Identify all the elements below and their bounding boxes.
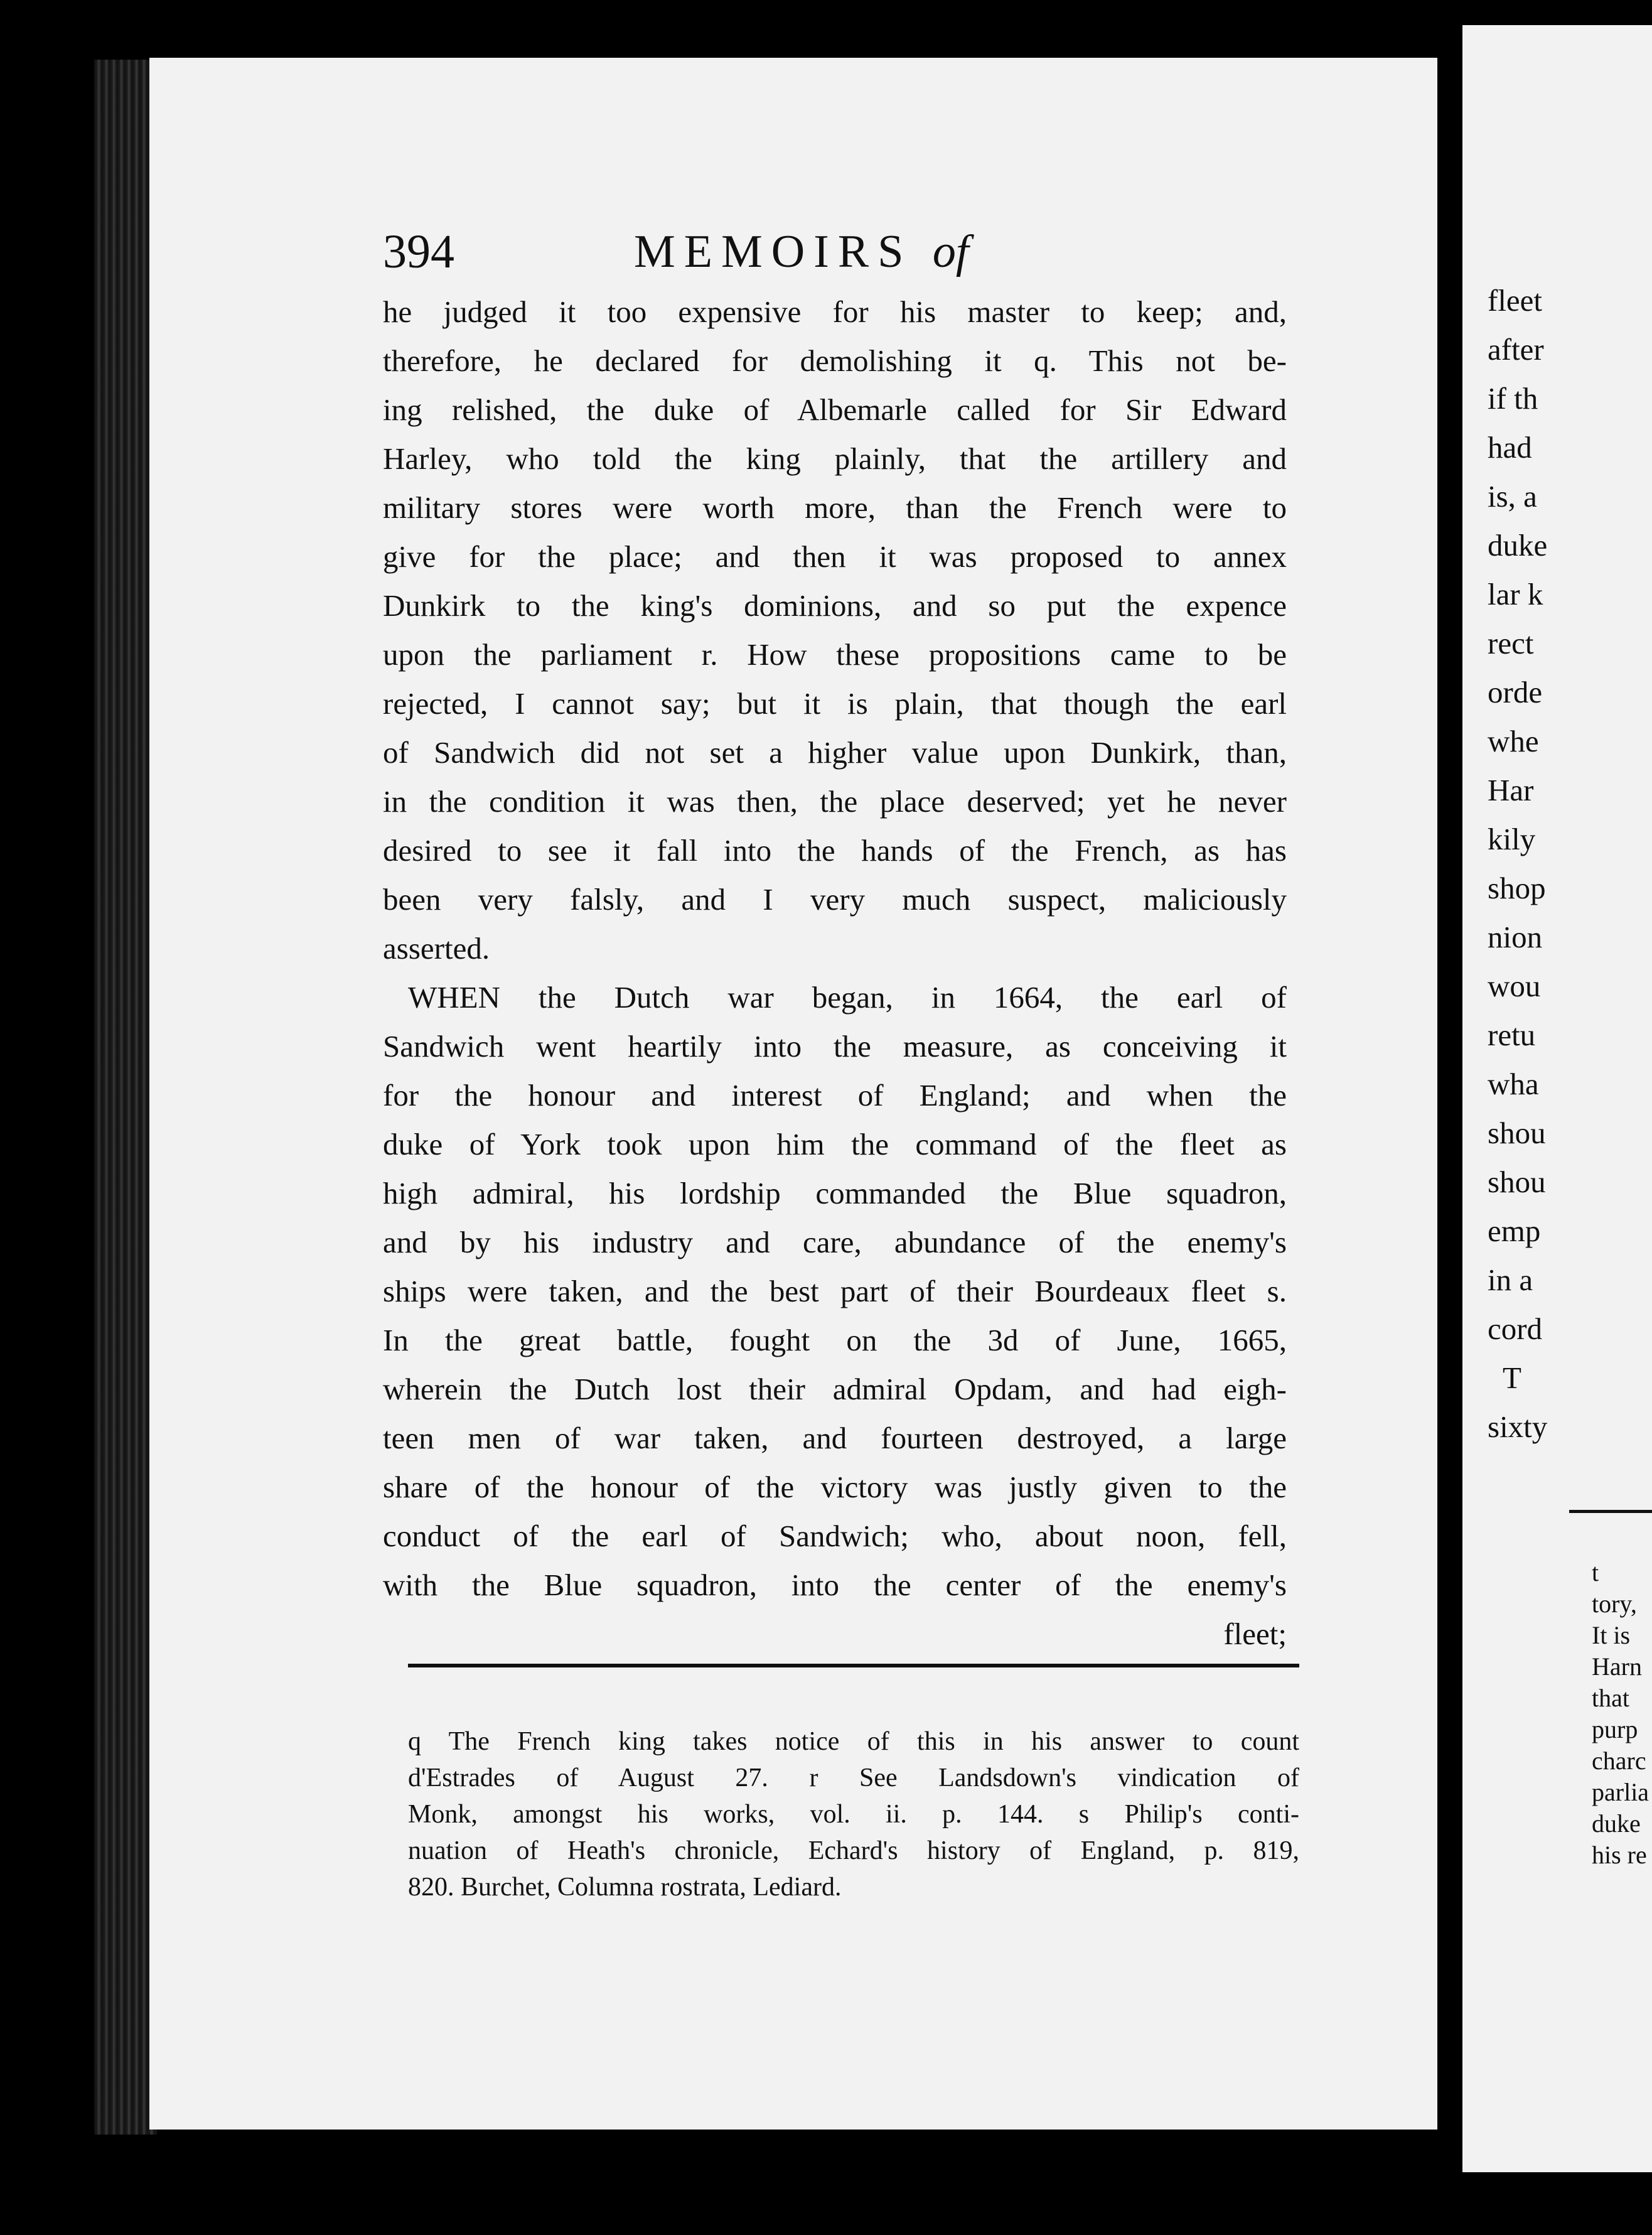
- right-text-line: wha: [1488, 1067, 1539, 1101]
- right-text-line: had: [1488, 430, 1532, 465]
- right-text-line: in a: [1488, 1263, 1533, 1297]
- right-footnote-line: charc: [1592, 1747, 1646, 1775]
- right-text-line: wou: [1488, 969, 1541, 1003]
- right-text-line: shop: [1488, 871, 1546, 905]
- text-line: in the condition it was then, the place deserved; yet he never: [383, 784, 1287, 819]
- text-line: Harley, who told the king plainly, that the artillery and: [383, 441, 1287, 476]
- right-text-line: retu: [1488, 1018, 1536, 1052]
- right-text-line: shou: [1488, 1165, 1546, 1199]
- text-line: desired to see it fall into the hands of the French, as has: [383, 833, 1287, 868]
- right-text-line: if th: [1488, 381, 1538, 416]
- footnote-rule: [408, 1664, 1299, 1667]
- footnote-line: q The French king takes notice of this in his answer to count: [408, 1727, 1299, 1756]
- right-text-line: shou: [1488, 1116, 1546, 1150]
- book-spine-edge: [94, 60, 157, 2135]
- right-text-line: Har: [1488, 773, 1534, 807]
- text-line: therefore, he declared for demolishing it q. This not be-: [383, 343, 1287, 378]
- running-title: [634, 223, 968, 280]
- text-line: asserted.: [383, 931, 490, 966]
- right-footnote-rule: [1569, 1510, 1652, 1513]
- text-line: give for the place; and then it was proposed to annex: [383, 539, 1287, 574]
- text-line: share of the honour of the victory was justly given to the: [383, 1470, 1287, 1504]
- running-title-main: MEMOIRS: [634, 226, 913, 277]
- footnotes: [408, 1723, 1299, 1905]
- text-line: with the Blue squadron, into the center of the enemy's: [383, 1568, 1287, 1602]
- right-footnote-line: purp: [1592, 1715, 1638, 1743]
- right-text-line: sixty: [1488, 1409, 1548, 1444]
- right-footnote-line: Harn: [1592, 1652, 1642, 1681]
- right-text-line: orde: [1488, 675, 1543, 709]
- text-line: upon the parliament r. How these propositions came to be: [383, 637, 1287, 672]
- running-title-suffix: of: [932, 226, 969, 277]
- text-line: wherein the Dutch lost their admiral Opdam, and had eigh-: [383, 1372, 1287, 1406]
- right-text-line: fleet: [1488, 283, 1543, 318]
- text-line: and by his industry and care, abundance of the enemy's: [383, 1225, 1287, 1259]
- text-line: high admiral, his lordship commanded the Blue squadron,: [383, 1176, 1287, 1210]
- right-text-line: duke: [1488, 528, 1548, 563]
- right-text-line: is, a: [1488, 479, 1537, 514]
- page-header: [383, 223, 1280, 280]
- right-footnote-line: duke: [1592, 1809, 1641, 1838]
- catchword: fleet;: [1223, 1617, 1287, 1651]
- text-line: he judged it too expensive for his master to keep; and,: [383, 294, 1287, 329]
- right-footnote-line: tory,: [1592, 1590, 1637, 1618]
- right-footnote-line: It is: [1592, 1621, 1631, 1649]
- text-line: been very falsly, and I very much suspect, maliciously: [383, 882, 1287, 917]
- text-line: conduct of the earl of Sandwich; who, about noon, fell,: [383, 1519, 1287, 1553]
- right-footnote-line: parlia: [1592, 1778, 1649, 1806]
- right-text-line: cord: [1488, 1311, 1543, 1346]
- text-line: Dunkirk to the king's dominions, and so put the expence: [383, 588, 1287, 623]
- right-text-line: kily: [1488, 822, 1536, 856]
- right-text-line: whe: [1488, 724, 1539, 758]
- footnote-line: Monk, amongst his works, vol. ii. p. 144. s Philip's conti-: [408, 1800, 1299, 1829]
- text-line: rejected, I cannot say; but it is plain, that though the earl: [383, 686, 1287, 721]
- right-text-line: after: [1488, 332, 1544, 367]
- footnote-line: 820. Burchet, Columna rostrata, Lediard.: [408, 1873, 842, 1902]
- right-text-line: T: [1503, 1360, 1521, 1395]
- page-gutter: [1437, 13, 1462, 2178]
- text-line: for the honour and interest of England; and when the: [383, 1078, 1287, 1112]
- right-footnote-line: t: [1592, 1558, 1599, 1586]
- footnote-line: nuation of Heath's chronicle, Echard's history of England, p. 819,: [408, 1836, 1299, 1865]
- text-line: of Sandwich did not set a higher value upon Dunkirk, than,: [383, 735, 1287, 770]
- text-line: Sandwich went heartily into the measure, as conceiving it: [383, 1029, 1287, 1064]
- right-text-line: nion: [1488, 920, 1543, 954]
- footnote-line: d'Estrades of August 27. r See Landsdown's vindication of: [408, 1764, 1299, 1792]
- right-footnote-line: that: [1592, 1684, 1629, 1712]
- text-line: ing relished, the duke of Albemarle called for Sir Edward: [383, 392, 1287, 427]
- page-number: 394: [383, 225, 454, 278]
- body-text: [383, 288, 1287, 1659]
- text-line: military stores were worth more, than the French were to: [383, 490, 1287, 525]
- text-line: In the great battle, fought on the 3d of June, 1665,: [383, 1323, 1287, 1357]
- right-page-text: [1488, 276, 1652, 1451]
- right-page-footnotes: [1592, 1557, 1652, 1871]
- right-text-line: rect: [1488, 626, 1534, 660]
- text-line: teen men of war taken, and fourteen destroyed, a large: [383, 1421, 1287, 1455]
- paragraph-start-line: WHEN the Dutch war began, in 1664, the earl of: [408, 980, 1287, 1015]
- right-text-line: lar k: [1488, 577, 1543, 611]
- text-line: duke of York took upon him the command of the fleet as: [383, 1127, 1287, 1161]
- text-line: ships were taken, and the best part of their Bourdeaux fleet s.: [383, 1274, 1287, 1308]
- right-footnote-line: his re: [1592, 1841, 1647, 1869]
- right-text-line: emp: [1488, 1214, 1541, 1248]
